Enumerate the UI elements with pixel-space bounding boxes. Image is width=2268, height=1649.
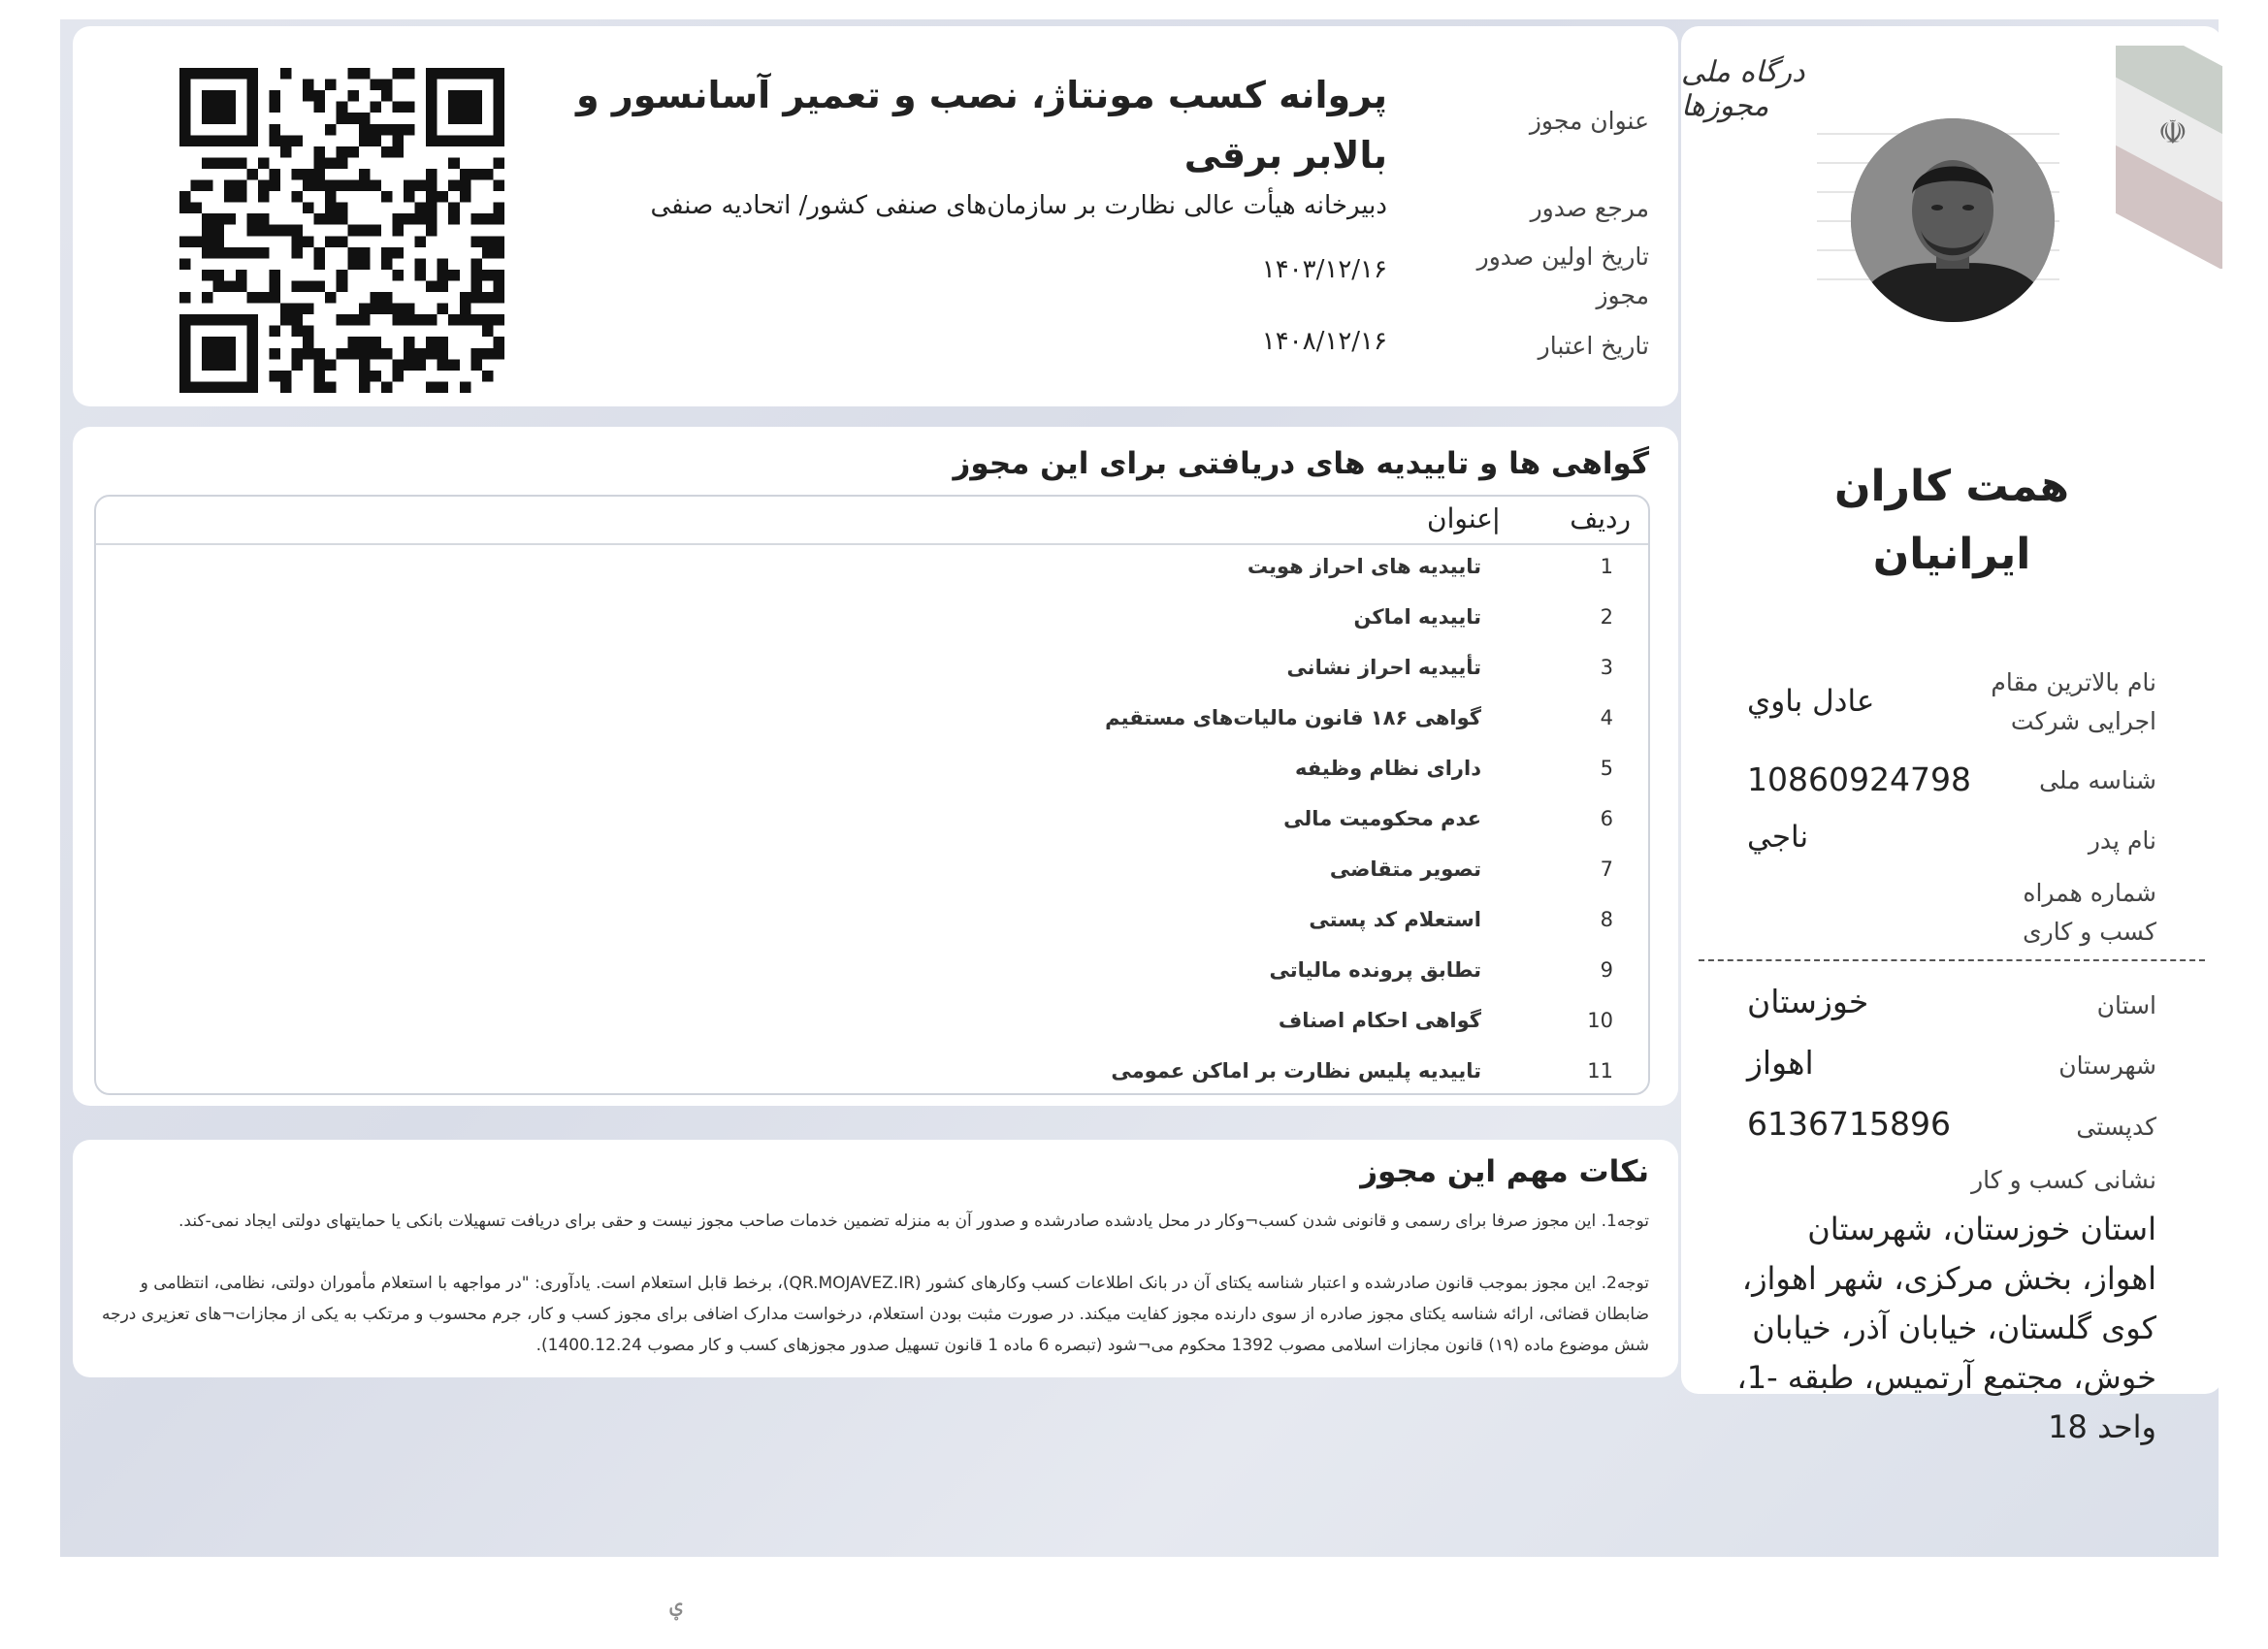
county-label: شهرستان xyxy=(2058,1051,2156,1080)
row-index: 10 xyxy=(1587,1009,1613,1032)
validity-date-label: تاریخ اعتبار xyxy=(1538,332,1649,360)
first-issue-date-label: تاریخ اولین صدور مجوز xyxy=(1476,242,1649,309)
ceo-label: نام بالاترین مقام اجرایی شرکت xyxy=(1991,668,2156,735)
mobile-label: شماره همراه کسب و کاری xyxy=(2023,879,2156,946)
license-header-card xyxy=(73,26,1678,406)
row-title: تأییدیه احراز نشانی xyxy=(1286,656,1481,679)
license-title-value: پروانه کسب مونتاژ، نصب و تعمیر آسانسور و بالابر برقی xyxy=(576,74,1387,177)
column-header-index: ردیف xyxy=(1570,502,1631,534)
company-name xyxy=(1681,453,2222,589)
row-title: دارای نظام وظیفه xyxy=(1294,757,1481,780)
company-name-line1: همت کاران xyxy=(1834,462,2069,511)
divider xyxy=(1699,959,2205,961)
row-index: 6 xyxy=(1600,807,1613,830)
row-title: تاییدیه اماکن xyxy=(1353,605,1481,629)
avatar xyxy=(1851,118,2055,322)
row-title: گواهی ۱۸۶ قانون مالیات‌های مستقیم xyxy=(1105,706,1481,729)
note-2: توجه2. این مجوز بموجب قانون صادرشده و اعتبار شناسه یکتای آن در بانک اطلاعات کسب وکارهای کشور (QR.MOJAVEZ.IR)، برخط قابل استعلام است. یادآوری: "در مواجهه با استعلام مأموران دولتی، نظامی، انتظامی و ضابطان قضائی، ارائه شناسه یکتای مجوز صادره از سوی دارنده مجوز کفایت میکند. در صورت مثبت بودن استعلام، درخواست مدارک اضافی برای مجوز کسب و کار، جرم محسوب و مرتکب به یکی از مجازات¬های تعزیری درجه شش موضوع ماده (۱۹) قانون مجازات اسلامی مصوب 1392 محکوم می¬شود (تبصره 6 ماده 1 قانون تسهیل صدور مجوزهای کسب و کار مصوب 1400.12.24). xyxy=(101,1274,1649,1355)
column-header-title: عنوان xyxy=(1427,502,1493,534)
national-id-label: شناسه ملی xyxy=(2039,766,2156,794)
row-index: 9 xyxy=(1600,958,1613,982)
iran-flag-icon: ☫ xyxy=(2077,46,2222,269)
address-label: نشانی کسب و کار xyxy=(1971,1166,2156,1194)
profile-card xyxy=(1681,26,2222,1445)
row-title: تصویر متقاضی xyxy=(1329,857,1481,881)
row-title: تاییدیه پلیس نظارت بر اماکن عمومی xyxy=(1111,1059,1481,1083)
row-title: عدم محکومیت مالی xyxy=(1283,807,1481,830)
row-index: 5 xyxy=(1600,757,1613,780)
note-1: توجه1. این مجوز صرفا برای رسمی و قانونی شدن کسب¬وکار در محل یادشده صادرشده و صدور آن به منزله تضمین خدمات صاحب مجوز نیست و حقی برای دریافت تسهیلات بانکی یا حمایتهای دولتی ایجاد نمی-کند. xyxy=(178,1212,1649,1231)
row-index: 1 xyxy=(1600,555,1613,578)
row-index: 7 xyxy=(1600,857,1613,881)
row-index: 3 xyxy=(1600,656,1613,679)
issuer-value: دبیرخانه هیأت عالی نظارت بر سازمان‌های صنفی کشور/ اتحادیه صنفی xyxy=(650,191,1387,220)
row-title: تطابق پرونده مالیاتی xyxy=(1269,958,1481,982)
county-value: اهواز xyxy=(1747,1044,1814,1082)
notes-title: نکات مهم این مجوز xyxy=(1360,1154,1649,1189)
postal-code-value: 6136715896 xyxy=(1747,1105,1951,1143)
row-index: 2 xyxy=(1600,605,1613,629)
notes-card xyxy=(73,1140,1678,1377)
first-issue-date-value: ۱۴۰۳/۱۲/۱۶ xyxy=(1261,255,1387,284)
certificates-card xyxy=(73,427,1678,1106)
ceo-value: عادل باوي xyxy=(1747,684,1875,719)
province-value: خوزستان xyxy=(1747,983,1869,1020)
row-title: تاییدیه های احراز هویت xyxy=(1247,555,1481,578)
qr-code-icon xyxy=(179,68,504,393)
father-name-value: ناجي xyxy=(1747,820,1809,855)
scan-speck: ؠ xyxy=(669,1591,684,1618)
certificates-title: گواهی ها و تاییدیه های دریافتی برای این مجوز xyxy=(953,446,1649,481)
column-separator: | xyxy=(1491,502,1501,534)
license-title-label: عنوان مجوز xyxy=(1529,107,1649,135)
portal-logo: درگاه ملی مجوزها xyxy=(1681,55,1805,123)
company-name-line2: ایرانیان xyxy=(1872,530,2031,579)
postal-code-label: کدپستی xyxy=(2076,1113,2156,1141)
certificates-table xyxy=(94,495,1650,1095)
address-value: استان خوزستان، شهرستان اهواز، بخش مرکزی، شهر اهواز، کوی گلستان، خیابان آذر، خیابان خوش، مجتمع آرتمیس، طبقه -1، واحد 18 xyxy=(1736,1211,2156,1445)
validity-date-value: ۱۴۰۸/۱۲/۱۶ xyxy=(1261,327,1387,356)
row-index: 4 xyxy=(1600,706,1613,729)
row-index: 8 xyxy=(1600,908,1613,931)
table-header xyxy=(96,497,1648,545)
row-title: گواهی احکام اصناف xyxy=(1278,1009,1481,1032)
row-title: استعلام کد پستی xyxy=(1309,908,1481,931)
province-label: استان xyxy=(2096,991,2156,1019)
row-index: 11 xyxy=(1587,1059,1613,1083)
issuer-label: مرجع صدور xyxy=(1530,194,1649,222)
national-id-value: 10860924798 xyxy=(1747,760,1971,798)
father-name-label: نام پدر xyxy=(2088,826,2156,855)
